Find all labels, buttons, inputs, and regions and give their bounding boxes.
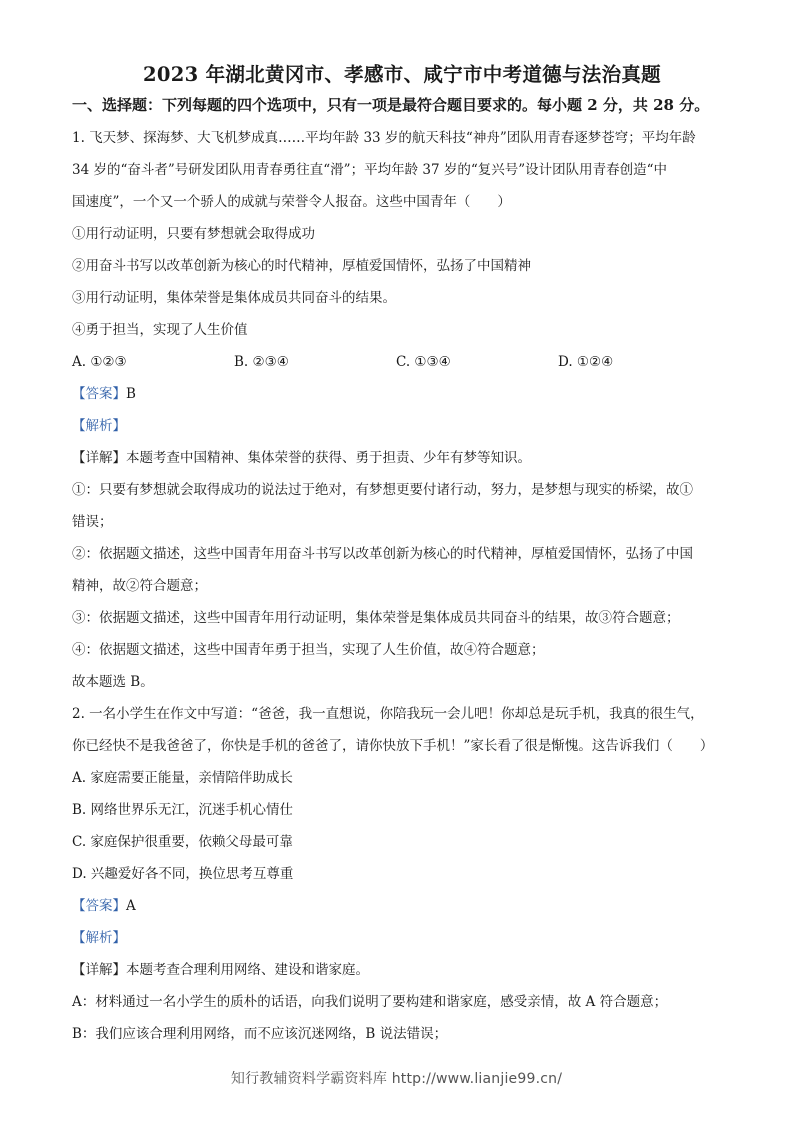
q1-explain-1-line-1: ①：只要有梦想就会取得成功的说法过于绝对，有梦想更要付诸行动，努力，是梦想与现实的桥梁，故① xyxy=(72,482,693,498)
q2-stem-line-2: 你已经快不是我爸爸了，你快是手机的爸爸了，请你快放下手机！”家长看了很是惭愧。这告诉我们（ ） xyxy=(72,738,714,754)
q1-conclusion: 故本题选 B。 xyxy=(72,674,154,690)
q1-option-c: C. ①③④ xyxy=(396,354,451,370)
q2-explain-b: B：我们应该合理利用网络，而不应该沉迷网络，B 说法错误； xyxy=(72,1026,448,1042)
q1-explain-1-line-2: 错误； xyxy=(72,514,113,530)
q2-answer xyxy=(72,890,732,922)
q1-item-1: ①用行动证明，只要有梦想就会取得成功 xyxy=(72,226,315,242)
answer-value: A xyxy=(126,898,136,914)
section-heading: 一、选择题：下列每题的四个选项中，只有一项是最符合题目要求的。每小题 2 分，共 28 分。 xyxy=(72,96,710,114)
q1-item-4: ④勇于担当，实现了人生价值 xyxy=(72,322,248,338)
q1-option-a: A. ①②③ xyxy=(72,354,127,370)
q2-analysis xyxy=(72,922,732,954)
detail-text: 本题考查中国精神、集体荣誉的获得、勇于担责、少年有梦等知识。 xyxy=(126,450,531,466)
detail-tag: 【详解】 xyxy=(72,450,126,466)
analysis-tag: 【解析】 xyxy=(72,418,126,434)
q2-option-b: B. 网络世界乐无江，沉迷手机心情仕 xyxy=(72,802,294,818)
q1-item-2: ②用奋斗书写以改革创新为核心的时代精神，厚植爱国情怀，弘扬了中国精神 xyxy=(72,258,531,274)
document-page xyxy=(72,62,732,1050)
answer-tag: 【答案】 xyxy=(72,386,126,402)
q1-item-3: ③用行动证明，集体荣誉是集体成员共同奋斗的结果。 xyxy=(72,290,396,306)
page-title: 2023 年湖北黄冈市、孝感市、咸宁市中考道德与法治真题 xyxy=(143,63,661,86)
answer-value: B xyxy=(126,386,136,402)
q1-stem-line-2: 34 岁的“奋斗者”号研发团队用青春勇往直“滑”；平均年龄 37 岁的“复兴号”设计团队用青春创造“中 xyxy=(72,162,668,178)
detail-tag: 【详解】 xyxy=(72,962,126,978)
q2-detail xyxy=(72,954,732,986)
q1-option-d: D. ①②④ xyxy=(558,354,614,370)
q1-stem-line-3: 国速度”，一个又一个骄人的成就与荣誉令人报奋。这些中国青年（ ） xyxy=(72,194,511,210)
q2-option-d: D. 兴趣爱好各不同，换位思考互尊重 xyxy=(72,866,294,882)
q1-answer xyxy=(72,378,732,410)
q1-explain-4: ④：依据题文描述，这些中国青年勇于担当，实现了人生价值，故④符合题意； xyxy=(72,642,545,658)
answer-tag: 【答案】 xyxy=(72,898,126,914)
detail-text: 本题考查合理利用网络、建设和谐家庭。 xyxy=(126,962,369,978)
q1-option-b: B. ②③④ xyxy=(234,354,289,370)
q2-stem-line-1: 2. 一名小学生在作文中写道：“爸爸，我一直想说，你陪我玩一会儿吧！你却总是玩手机，我真的很生气， xyxy=(72,706,704,722)
q1-analysis xyxy=(72,410,732,442)
q1-explain-3: ③：依据题文描述，这些中国青年用行动证明，集体荣誉是集体成员共同奋斗的结果，故③符合题意； xyxy=(72,610,680,626)
analysis-tag: 【解析】 xyxy=(72,930,126,946)
q1-options xyxy=(72,346,732,378)
question-1 xyxy=(72,122,732,698)
q1-explain-2-line-1: ②：依据题文描述，这些中国青年用奋斗书写以改革创新为核心的时代精神，厚植爱国情怀，弘扬了中国 xyxy=(72,546,693,562)
question-2 xyxy=(72,698,732,1050)
q1-explain-2-line-2: 精神，故②符合题意； xyxy=(72,578,207,594)
q1-stem-line-1: 1. 飞天梦、探海梦、大飞机梦成真……平均年龄 33 岁的航天科技“神舟”团队用青春逐梦苍穹；平均年龄 xyxy=(72,130,696,146)
q2-option-c: C. 家庭保护很重要，依赖父母最可靠 xyxy=(72,834,293,850)
q2-explain-a: A：材料通过一名小学生的质朴的话语，向我们说明了要构建和谐家庭，感受亲情，故 A 符合题意； xyxy=(72,994,668,1010)
q1-detail xyxy=(72,442,732,474)
footer-watermark: 知行教辅资料学霸资料库 http://www.lianjie99.cn/ xyxy=(230,1071,563,1087)
q2-option-a: A. 家庭需要正能量，亲情陪伴助成长 xyxy=(72,770,293,786)
